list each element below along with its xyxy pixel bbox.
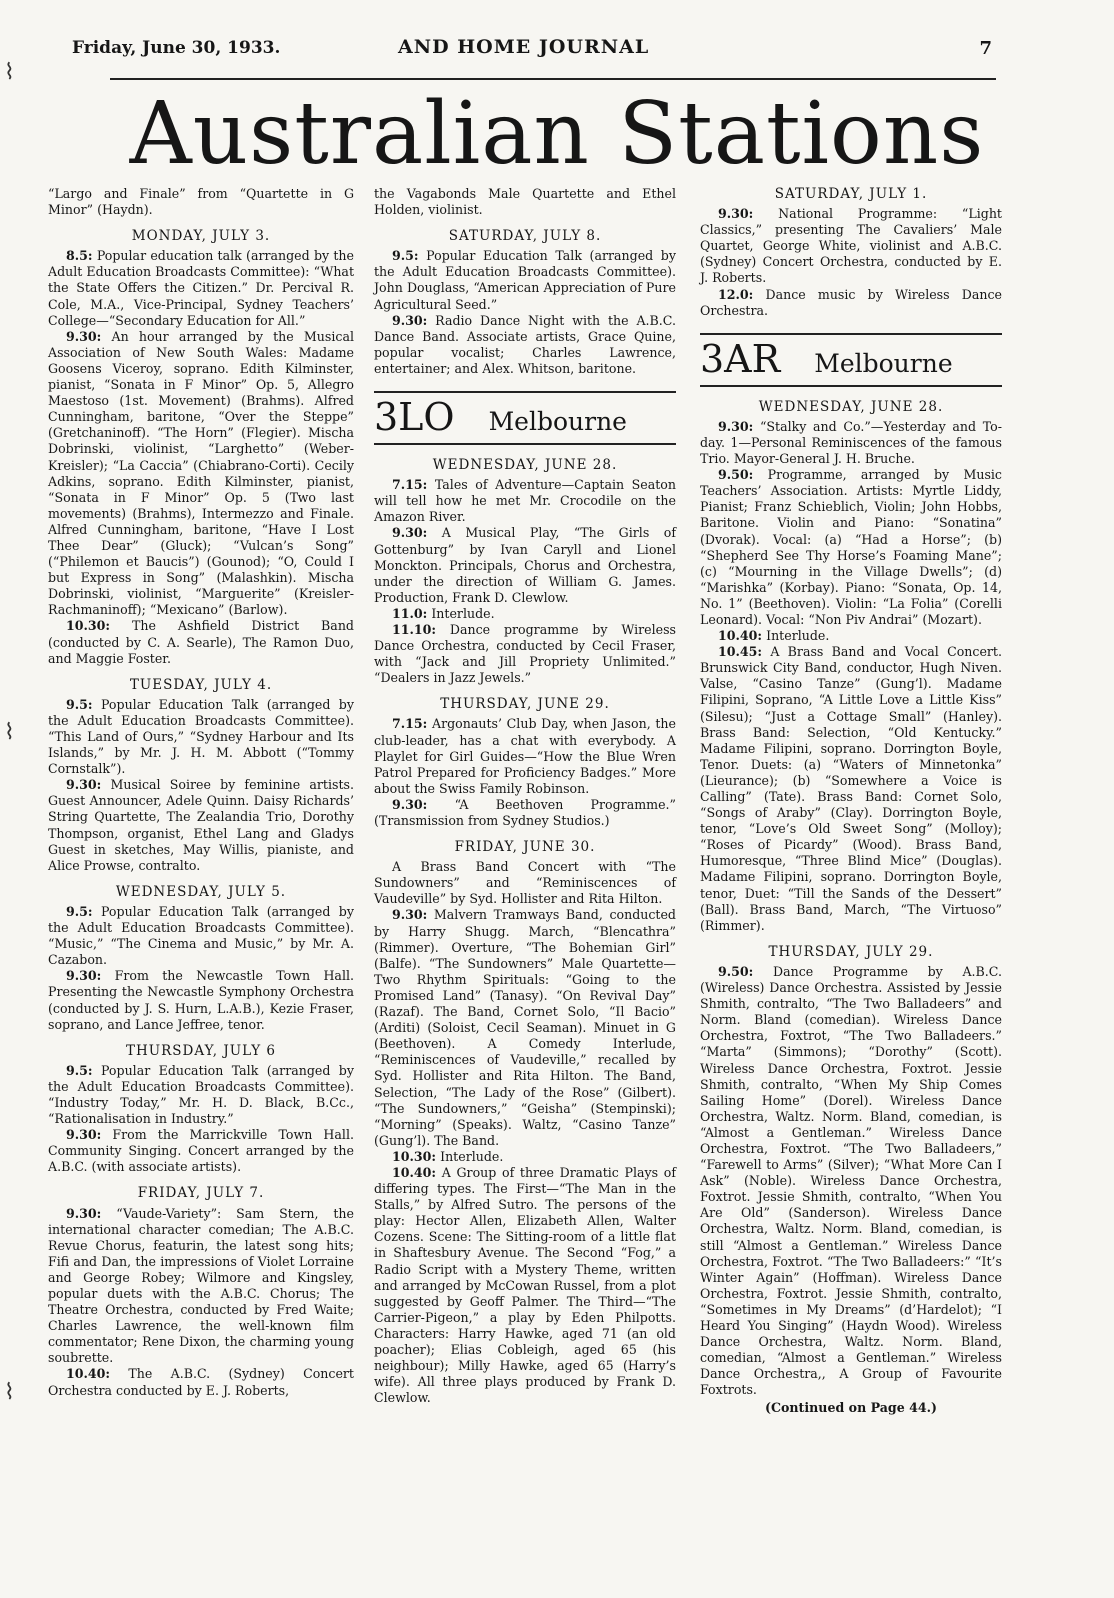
edge-mark: ⌇ <box>4 720 15 745</box>
program-entry: 9.30: “Stalky and Co.”—Yesterday and To-day. 1—Personal Reminiscences of the famous Trio. Mayor-General J. H. Bruche. <box>700 418 1002 467</box>
program-entry: 10.40: A Group of three Dramatic Plays of differing types. The First—“The Man in the Stalls,” by Alfred Sutro. The persons of the play: Hector Allen, Elizabeth Allen, Walter Cozens. Scene: The Sitting-room of a little flat in Shaftesbury Avenue. The Second “Fog,” a Radio Script with a Mystery Theme, written and arranged by McCowan Russel, from a plot suggested by Geoff Palmer. The Third—“The Carrier-Pigeon,” a play by Eden Philpotts. Characters: Harry Hawke, aged 71 (an old poacher); Elias Cobleigh, aged 65 (his neighbour); Milly Hawke, aged 65 (Harry’s wife). All three plays produced by Frank D. Clewlow. <box>374 1164 676 1406</box>
program-entry: 9.5: Popular Education Talk (arranged by the Adult Education Broadcasts Committee). “Music,” “The Cinema and Music,” by Mr. A. Cazabon. <box>48 903 354 968</box>
day-heading: SATURDAY, JULY 1. <box>774 186 928 202</box>
page-title: Australian Stations <box>129 84 985 184</box>
time-label: 10.30: <box>392 1148 437 1164</box>
program-entry: 9.30: Radio Dance Night with the A.B.C. Dance Band. Associate artists, Grace Quine, popular vocalist; Charles Lawrence, entertainer; and Alex. Whitson, baritone. <box>374 312 676 376</box>
program-entry: 9.30: “Vaude-Variety”: Sam Stern, the international character comedian; The A.B.C. Revue Chorus, featurin, the latest song hits; Fifi and Dan, the impressions of Violet Lorraine and George Robey; Wilmore and Kingsley, popular duets with the A.B.C. Chorus; The Theatre Orchestra, conducted by Fred Waite; Charles Lawrence, the well-known film commentator; Rene Dixon, the charming young soubrette. <box>48 1205 354 1366</box>
time-label: 7.15: <box>392 477 428 493</box>
program-entry: A Brass Band Concert with “The Sundowners” and “Reminiscences of Vaudeville” by Syd. Hollister and Rita Hilton. <box>374 859 676 907</box>
program-entry: 9.5: Popular Education Talk (arranged by the Adult Education Broadcasts Committee). “This Land of Ours,” “Sydney Harbour and Its Islands,” by Mr. J. H. M. Abbott (“Tommy Cornstalk”). <box>48 696 354 777</box>
day-heading: WEDNESDAY, JUNE 28. <box>758 398 944 415</box>
time-label: 9.50: <box>718 467 754 483</box>
time-label: 8.5: <box>66 248 93 264</box>
program-entry: 9.30: “A Beethoven Programme.” (Transmission from Sydney Studios.) <box>374 796 676 828</box>
edge-mark: ⌇ <box>4 60 15 85</box>
day-heading: WEDNESDAY, JULY 5. <box>115 883 287 900</box>
page-header <box>72 38 992 68</box>
program-entry: 9.5: Popular Education Talk (arranged by the Adult Education Broadcasts Committee). “Industry Today,” Mr. H. D. Black, B.Cc., “Rationalisation in Industry.” <box>48 1062 354 1127</box>
time-label: 9.30: <box>718 418 754 434</box>
day-heading: FRIDAY, JULY 7. <box>137 1185 265 1202</box>
continued-text: the Vagabonds Male Quartette and Ethel Holden, violinist. <box>374 186 676 218</box>
station-callsign: 3AR <box>700 336 781 381</box>
column-2 <box>374 186 676 1406</box>
time-label: 7.15: <box>392 716 428 732</box>
time-label: 11.0: <box>392 605 428 621</box>
time-label: 9.30: <box>66 328 102 344</box>
time-label: 9.50: <box>718 963 754 979</box>
header-rule <box>110 78 996 80</box>
time-label: 9.5: <box>66 1062 93 1078</box>
day-heading: THURSDAY, JUNE 29. <box>440 696 610 713</box>
program-entry: 7.15: Tales of Adventure—Captain Seaton will tell how he met Mr. Crocodile on the Amazon River. <box>374 477 676 525</box>
program-entry: 9.50: Dance Programme by A.B.C. (Wireless) Dance Orchestra. Assisted by Jessie Shmith, contralto, “The Two Balladeers” and Norm. Bland (comedian). Wireless Dance Orchestra, Foxtrot, “The Two Balladeers.” “Marta” (Simmons); “Dorothy” (Scott). Wireless Dance Orchestra, Foxtrot. Jessie Shmith, contralto, “When My Ship Comes Sailing Home” (Dorel). Wireless Dance Orchestra, Waltz. Norm. Bland, comedian, is “Almost a Gentleman.” Wireless Dance Orchestra, Foxtrot. “The Two Balladeers,” “Farewell to Arms” (Silver); “What More Can I Ask” (Noble). Wireless Dance Orchestra, Foxtrot. Jessie Shmith, contralto, “When You Are Old” (Sanderson). Wireless Dance Orchestra, Waltz. Norm. Bland, comedian, is still “Almost a Gentleman.” Wireless Dance Orchestra, Foxtrot. “The Two Balladeers:” “It’s Winter Again” (Hoffman). Wireless Dance Orchestra, Foxtrot. Jessie Shmith, contralto, “Sometimes in My Dreams” (d’Hardelot); “I Heard You Singing” (Haydn Wood). Wireless Dance Orchestra, Waltz. Norm. Bland, comedian, “Almost a Gentleman.” Wireless Dance Orchestra,, A Group of Favourite Foxtrots. <box>700 963 1002 1398</box>
day-heading: THURSDAY, JULY 6 <box>125 1042 277 1059</box>
time-label: 9.30: <box>392 525 428 541</box>
edge-mark: ⌇ <box>4 1380 15 1405</box>
program-entry: 9.30: National Programme: “Light Classics,” presenting The Cavaliers’ Male Quartet, George White, violinist and A.B.C. (Sydney) Concert Orchestra, conducted by E. J. Roberts. <box>700 206 1002 286</box>
time-label: 10.40: <box>718 628 763 644</box>
program-entry: 9.5: Popular Education Talk (arranged by the Adult Education Broadcasts Committee). John Douglass, “American Appreciation of Pure Agricultural Seed.” <box>374 248 676 312</box>
program-entry: 12.0: Dance music by Wireless Dance Orchestra. <box>700 286 1002 318</box>
time-label: 10.40: <box>392 1164 437 1180</box>
time-label: 9.30: <box>66 1127 102 1143</box>
issue-date: Friday, June 30, 1933. <box>72 38 281 58</box>
program-entry: 11.0: Interlude. <box>392 605 495 621</box>
day-heading: WEDNESDAY, JUNE 28. <box>432 457 618 474</box>
time-label: 9.30: <box>66 777 102 793</box>
day-heading: FRIDAY, JUNE 30. <box>454 839 596 856</box>
program-entry: 9.30: An hour arranged by the Musical Association of New South Wales: Madame Goosens Viceroy, soprano. Edith Kilminster, pianist, “Sonata in F Minor” Op. 5, Allegro Maestoso (1st. Movement) (Brahms). Alfred Cunningham, baritone, “Over the Steppe” (Gretchaninoff). “The Horn” (Flegier). Mischa Dobrinski, violinist, “Larghetto” (Weber-Kreisler); “La Caccia” (Chiabrano-Corti). Cecily Adkins, soprano. Edith Kilminster, pianist, “Sonata in F Minor” Op. 5 (Two last movements) (Brahms), Intermezzo and Finale. Alfred Cunningham, baritone, “Have I Lost Thee Dear” (Gluck); “Vulcan’s Song” (“Philemon et Baucis”) (Gounod); “O, Could I but Express in Song” (Malashkin). Mischa Dobrinski, violinist, “Marguerite” (Kreisler-Rachmaninoff); “Mexicano” (Barlow). <box>48 328 354 618</box>
program-entry: 9.30: From the Newcastle Town Hall. Presenting the Newcastle Symphony Orchestra (conducted by J. S. Hurn, L.A.B.), Kezie Fraser, soprano, and Lance Jeffree, tenor. <box>48 968 354 1032</box>
day-heading: MONDAY, JULY 3. <box>131 228 271 245</box>
day-heading: THURSDAY, JULY 29. <box>768 943 934 960</box>
program-entry: 9.30: Malvern Tramways Band, conducted by Harry Shugg. March, “Blencathra” (Rimmer). Overture, “The Bohemian Girl” (Balfe). “The Sundowners” Male Quartette—Two Rhythm Spirituals: “Going to the Promised Land” (Tanasy). “On Revival Day” (Razaf). The Band, Cornet Solo, “Il Bacio” (Arditi) (Soloist, Cecil Seaman). Minuet in G (Beethoven). A Comedy Interlude, “Reminiscences of Vaudeville,” recalled by Syd. Hollister and Rita Hilton. The Band, Selection, “The Lady of the Rose” (Gilbert). “The Sundowners,” “Geisha” (Stempinski); “Morning” (Speaks). Waltz, “Casino Tanze” (Gung’l). The Band. <box>374 907 676 1148</box>
station-banner-3lo <box>374 391 676 445</box>
journal-name: AND HOME JOURNAL <box>398 36 650 58</box>
time-label: 10.40: <box>66 1366 111 1382</box>
continued-note: (Continued on Page 44.) <box>765 1400 937 1416</box>
time-label: 9.30: <box>718 206 754 222</box>
program-entry: 7.15: Argonauts’ Club Day, when Jason, the club-leader, has a chat with everybody. A Playlet for Girl Guides—“How the Blue Wren Patrol Prepared for Proficiency Badges.” More about the Swiss Family Robinson. <box>374 716 676 796</box>
column-3 <box>700 186 1002 1417</box>
time-label: 9.5: <box>392 248 419 264</box>
program-entry: 10.30: The Ashfield District Band (conducted by C. A. Searle), The Ramon Duo, and Maggie Foster. <box>48 618 354 666</box>
program-entry: 9.30: Musical Soiree by feminine artists. Guest Announcer, Adele Quinn. Daisy Richards’ String Quartette, The Zealandia Trio, Dorothy Thompson, organist, Ethel Lang and Gladys Guest in sketches, May Willis, pianiste, and Alice Prowse, contralto. <box>48 777 354 873</box>
day-heading: TUESDAY, JULY 4. <box>129 676 273 693</box>
time-label: 9.30: <box>392 312 428 328</box>
program-entry: 9.50: Programme, arranged by Music Teachers’ Association. Artists: Myrtle Liddy, Pianist; Franz Schieblich, Violin; John Hobbs, Baritone. Violin and Piano: “Sonatina” (Dvorak). Vocal: (a) “Had a Horse”; (b) “Shepherd See Thy Horse’s Foaming Mane”; (c) “Mourning in the Village Dwells”; (d) “Marishka” (Korbay). Piano: “Sonata, Op. 14, No. 1” (Beethoven). Violin: “La Folia” (Corelli Leonard). Vocal: “Non Piv Andrai” (Mozart). <box>700 467 1002 627</box>
time-label: 9.5: <box>66 903 93 919</box>
station-banner-3ar <box>700 333 1002 387</box>
station-city: Melbourne <box>814 348 953 378</box>
time-label: 10.45: <box>718 644 763 660</box>
station-callsign: 3LO <box>374 395 455 440</box>
time-label: 9.30: <box>392 907 428 923</box>
program-entry: 10.40: Interlude. <box>718 628 830 644</box>
time-label: 9.30: <box>66 968 102 984</box>
program-entry: 9.30: A Musical Play, “The Girls of Gottenburg” by Ivan Caryll and Lionel Monckton. Principals, Chorus and Orchestra, under the direction of William G. James. Production, Frank D. Clewlow. <box>374 525 676 605</box>
time-label: 9.5: <box>66 696 93 712</box>
time-label: 9.30: <box>66 1205 102 1221</box>
program-entry: 10.30: Interlude. <box>392 1148 504 1164</box>
program-entry: 10.40: The A.B.C. (Sydney) Concert Orchestra conducted by E. J. Roberts, <box>48 1366 354 1398</box>
time-label: 10.30: <box>66 618 111 634</box>
time-label: 9.30: <box>392 796 428 812</box>
program-entry: 11.10: Dance programme by Wireless Dance Orchestra, conducted by Cecil Fraser, with “Jack and Jill Propriety Unlimited.” “Dealers in Jazz Jewels.” <box>374 621 676 686</box>
time-label: 11.10: <box>392 621 437 637</box>
column-1 <box>48 186 354 1399</box>
time-label: 12.0: <box>718 286 754 302</box>
continued-text: “Largo and Finale” from “Quartette in G Minor” (Haydn). <box>48 186 354 218</box>
station-city: Melbourne <box>488 407 627 437</box>
day-heading: SATURDAY, JULY 8. <box>448 228 602 245</box>
program-entry: 9.30: From the Marrickville Town Hall. Community Singing. Concert arranged by the A.B.C. (with associate artists). <box>48 1127 354 1175</box>
program-entry: 8.5: Popular education talk (arranged by the Adult Education Broadcasts Committee): “What the State Offers the Citizen.” Dr. Percival R. Cole, M.A., Vice-Principal, Sydney Teachers’ College—“Secondary Education for All.” <box>48 248 354 328</box>
page-number: 7 <box>979 38 992 59</box>
program-entry: 10.45: A Brass Band and Vocal Concert. Brunswick City Band, conductor, Hugh Niven. Valse, “Casino Tanze” (Gung’l). Madame Filipini, Soprano, “A Little Love a Little Kiss” (Silesu); “Just a Cottage Small” (Hanley). Brass Band: Selection, “Old Kentucky.” Madame Filipini, soprano. Dorrington Boyle, Tenor. Duets: (a) “Waters of Minnetonka” (Lieurance); (b) “Somewhere a Voice is Calling” (Tate). Brass Band: Cornet Solo, “Songs of Araby” (Clay). Dorrington Boyle, tenor, “Love’s Old Sweet Song” (Molloy); “Roses of Picardy” (Wood). Brass Band, Humoresque, “Three Blind Mice” (Douglas). Madame Filipini, soprano. Dorrington Boyle, tenor, Duet: “Till the Sands of the Dessert” (Ball). Brass Band, March, “The Virtuoso” (Rimmer). <box>700 644 1002 933</box>
